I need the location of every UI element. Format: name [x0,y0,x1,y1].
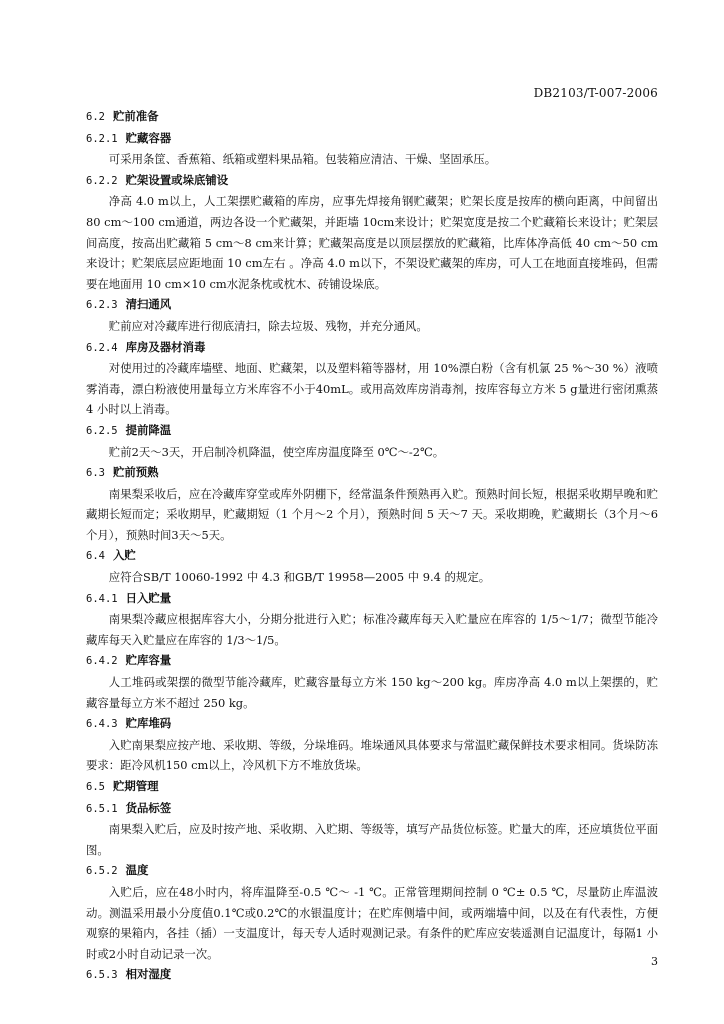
section-heading [86,545,658,567]
section-heading [86,650,658,672]
section-title: 贮库堆码 [125,716,172,731]
section-heading [86,420,658,442]
section-title: 贮架设置或垛底铺设 [125,172,229,187]
paragraph: 南果梨冷藏应根据库容大小，分期分批进行入贮；标准冷藏库每天入贮量应在库容的 1/5～1/7；微型节能冷藏库每天入贮量应在库容的 1/3～1/5。 [86,612,658,647]
section-title: 贮前预熟 [112,465,159,480]
paragraph: 南果梨采收后，应在冷藏库穿堂或库外阴棚下，经常温条件预熟再入贮。预熟时间长短，根据采收期早晚和贮藏期长短而定；采收期早，贮藏期短（1 个月～2 个月），预熟时间 5 天～7 天。采收期晚，贮藏期长（3个月～6个月），预熟时间3天～5天。 [86,486,658,542]
section-heading [86,170,658,192]
section-heading [86,860,658,882]
section-heading [86,106,658,128]
section-number: 6.4.3 [86,718,118,731]
section-number: 6.2 [86,111,105,123]
paragraph: 贮前2天～3天，开启制冷机降温，使空库房温度降至 0℃～-2℃。 [108,444,445,459]
section-number: 6.2.2 [86,174,118,187]
section-heading [86,128,658,150]
section-heading [86,337,658,359]
section-heading [86,588,658,610]
section-number: 6.2.4 [86,341,118,354]
section-number: 6.2.3 [86,299,118,312]
section-title: 相对湿度 [125,967,172,982]
section-title: 清扫通风 [125,297,172,312]
section-heading [86,462,658,484]
section-title: 提前降温 [125,422,172,437]
section-number: 6.5.3 [86,969,118,982]
section-number: 6.4.2 [86,655,118,668]
document-code-header: DB2103/T-007-2006 [533,86,658,100]
paragraph: 净高 4.0 m以上，人工架摆贮藏箱的库房，应事先焊接角钢贮藏架；贮架长度是按库的横向距离，中间留出 80 cm～100 cm通道，两边各设一个贮藏架，并距墙 10cm来设计；贮架宽度是按二个贮藏箱长来设计；贮架层间高度，按高出贮藏箱 5 cm～8 cm来计算；贮藏架高度是以顶层摆放的贮藏箱，比库体净高低 40 cm～50 cm来设计；贮架底层应距地面 10 cm左右 。净高 4.0 m以下，不架设贮藏架的库房，可人工在地面直接堆码，但需要在地面用 10 cm×10 cm水泥条枕或枕木、砖铺设垛底。 [86,194,658,291]
paragraph: 人工堆码或架摆的微型节能冷藏库，贮藏容量每立方米 150 kg～200 kg。库房净高 4.0 m以上架摆的，贮藏容量每立方米不超过 250 kg。 [86,675,658,710]
section-number: 6.5.1 [86,802,118,815]
section-number: 6.2.1 [86,132,118,145]
paragraph: 贮前应对冷藏库进行彻底清扫，除去垃圾、残物，并充分通风。 [108,318,428,333]
paragraph: 应符合SB/T 10060-1992 中 4.3 和GB/T 19958—2005 中 9.4 的规定。 [108,570,491,585]
section-title: 货品标签 [125,800,172,815]
section-number: 6.5.2 [86,865,118,878]
section-number: 6.2.5 [86,424,118,437]
section-heading [86,713,658,735]
section-title: 入贮 [112,548,136,563]
section-title: 温度 [125,863,149,878]
section-title: 贮藏容器 [125,130,172,145]
paragraph: 南果梨入贮后，应及时按产地、采收期、入贮期、等级等，填写产品货位标签。贮量大的库，还应填货位平面图。 [86,822,658,857]
section-heading [86,776,658,798]
paragraph: 对使用过的冷藏库墙壁、地面、贮藏架，以及塑料箱等器材，用 10%漂白粉（含有机氯 25 %～30 %）液喷雾消毒，漂白粉液使用量每立方米库容不小于40mL。或用高效库房消毒剂，按库容每立方米 5 g量进行密闭熏蒸4 小时以上消毒。 [86,361,658,417]
section-title: 贮前准备 [112,109,159,123]
section-number: 6.3 [86,467,105,480]
page-number: 3 [651,955,658,968]
section-number: 6.4 [86,550,105,563]
paragraph: 可采用条筐、香蕉箱、纸箱或塑料果品箱。包装箱应清洁、干燥、坚固承压。 [108,152,497,167]
document-body [86,106,658,986]
section-title: 日入贮量 [125,590,172,605]
section-heading [86,798,658,820]
paragraph: 入贮南果梨应按产地、采收期、等级，分垛堆码。堆垛通风具体要求与常温贮藏保鲜技术要求相同。货垛防冻要求：距冷风机150 cm以上，冷风机下方不堆放货垛。 [86,737,658,773]
section-heading [86,964,658,986]
section-number: 6.4.1 [86,592,118,605]
section-number: 6.5 [86,781,105,793]
section-title: 贮库容量 [125,653,172,668]
section-title: 贮期管理 [112,779,159,793]
section-title: 库房及器材消毒 [125,339,206,354]
paragraph: 入贮后，应在48小时内，将库温降至-0.5 ℃～ -1 ℃。正常管理期间控制 0 ℃± 0.5 ℃，尽量防止库温波动。测温采用最小分度值0.1℃或0.2℃的水银温度计；在贮库侧墙中间，或两端墙中间，以及在有代表性，方便观察的果箱内，各挂（插）一支温度计，每天专人适时观测记录。有条件的贮库应安装遥测自记温度计，每隔1 小时或2小时自动记录一次。 [86,884,658,961]
section-heading [86,294,658,316]
